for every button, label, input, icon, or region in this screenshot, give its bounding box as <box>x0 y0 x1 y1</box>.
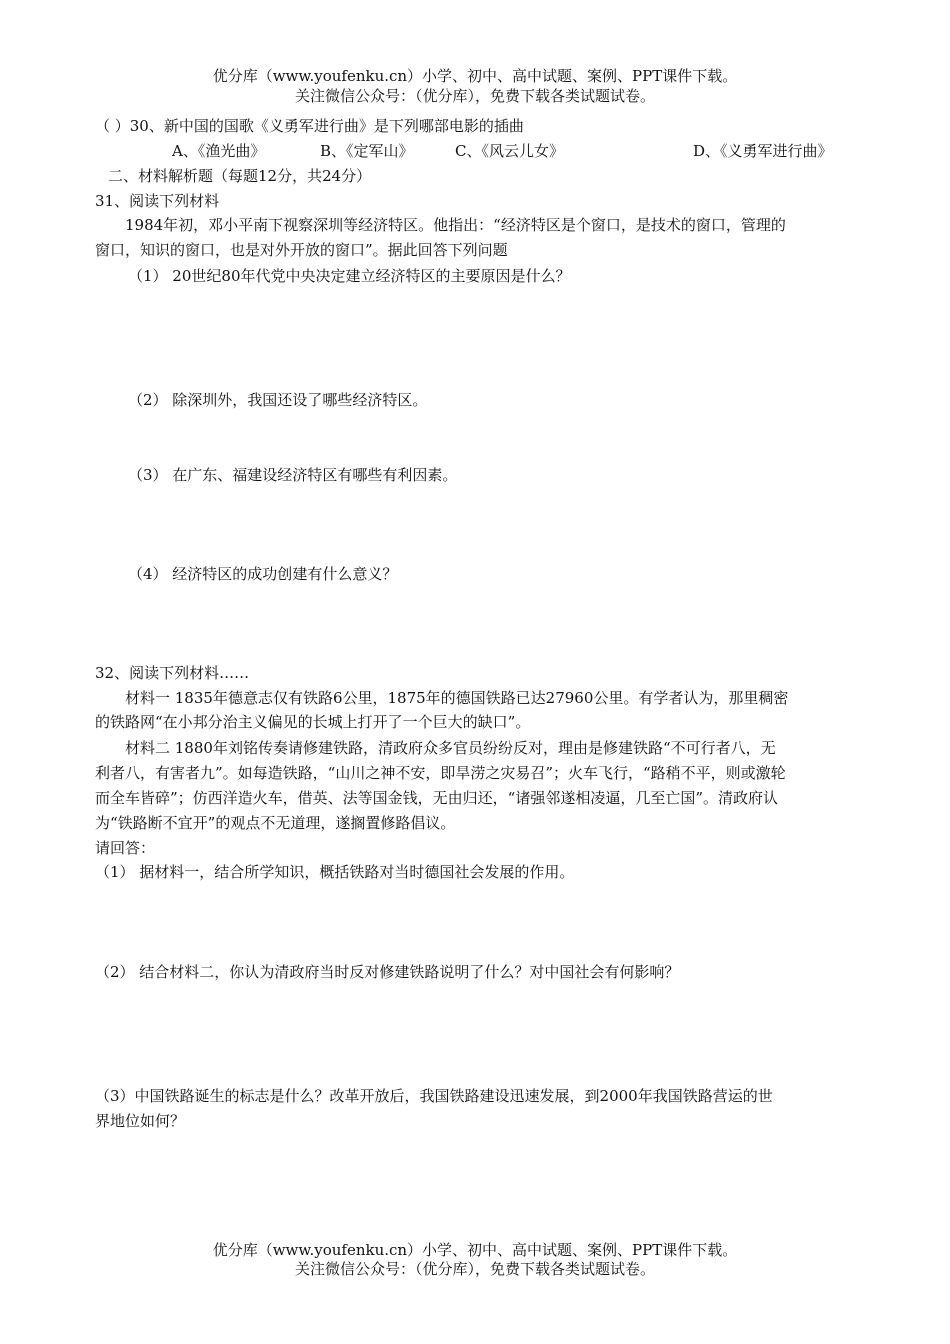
q31-sub-4: （4） 经济特区的成功创建有什么意义？ <box>128 565 398 583</box>
q32-sub-1: （1） 据材料一，结合所学知识，概括铁路对当时德国社会发展的作用。 <box>95 863 575 881</box>
q32-material-2-line-2: 利者八，有害者九”。如每造铁路，“山川之神不安，即旱涝之灾易召”；火车飞行，“路稍不平，则或激轮 <box>95 764 786 782</box>
q32-material-1-line-1: 材料一 1835年德意志仅有铁路6公里，1875年的德国铁路已达27960公里。有学者认为，那里稠密 <box>125 689 789 707</box>
header-line-1: 优分库（www.youfenku.cn）小学、初中、高中试题、案例、PPT课件下载。 <box>212 67 738 85</box>
q32-ask: 请回答： <box>95 839 156 857</box>
q31-title: 31、阅读下列材料 <box>95 192 220 210</box>
q32-material-1-line-2: 的铁路网“在小邦分治主义偏见的长城上打开了一个巨大的缺口”。 <box>95 713 531 731</box>
q32-material-2-line-4: 为“铁路断不宜开”的观点不无道理，遂搁置修路倡议。 <box>95 814 456 832</box>
q32-material-2-line-3: 而全车皆碎”；仿西洋造火车，借英、法等国金钱，无由归还，“诸强邻遂相凌逼，几至亡国”。清政府认 <box>95 789 779 807</box>
footer-line-2: 关注微信公众号：（优分库），免费下载各类试题试卷。 <box>294 1260 655 1278</box>
q31-sub-3: （3） 在广东、福建设经济特区有哪些有利因素。 <box>128 466 458 484</box>
q32-material-2-line-1: 材料二 1880年刘铭传奏请修建铁路，清政府众多官员纷纷反对，理由是修建铁路“不可行者八，无 <box>125 739 776 757</box>
q30-option-b: B、《定军山》 <box>320 142 414 160</box>
q31-material-line-1: 1984年初，邓小平南下视察深圳等经济特区。他指出：“经济特区是个窗口，是技术的窗口，管理的 <box>125 216 786 234</box>
q30-option-d: D、《义勇军进行曲》 <box>693 142 833 160</box>
q31-sub-2: （2） 除深圳外，我国还设了哪些经济特区。 <box>128 391 428 409</box>
q31-material-line-2: 窗口，知识的窗口，也是对外开放的窗口”。据此回答下列问题 <box>95 241 508 259</box>
q30-option-c: C、《风云儿女》 <box>455 142 564 160</box>
section-2-title: 二、材料解析题（每题12分，共24分） <box>108 167 372 185</box>
q32-sub-3-line-1: （3）中国铁路诞生的标志是什么？改革开放后，我国铁路建设迅速发展，到2000年我国铁路营运的世 <box>95 1087 773 1105</box>
q31-sub-1: （1） 20世纪80年代党中央决定建立经济特区的主要原因是什么？ <box>128 267 571 285</box>
footer-line-1: 优分库（www.youfenku.cn）小学、初中、高中试题、案例、PPT课件下载。 <box>212 1241 738 1259</box>
header-line-2: 关注微信公众号：（优分库），免费下载各类试题试卷。 <box>294 87 655 105</box>
q32-sub-2: （2） 结合材料二，你认为清政府当时反对修建铁路说明了什么？对中国社会有何影响？ <box>95 963 680 981</box>
q30-stem: （ ）30、新中国的国歌《义勇军进行曲》是下列哪部电影的插曲 <box>95 117 524 135</box>
q32-sub-3-line-2: 界地位如何？ <box>95 1112 186 1130</box>
q30-option-a: A、《渔光曲》 <box>172 142 266 160</box>
q32-title: 32、阅读下列材料…… <box>95 664 250 682</box>
